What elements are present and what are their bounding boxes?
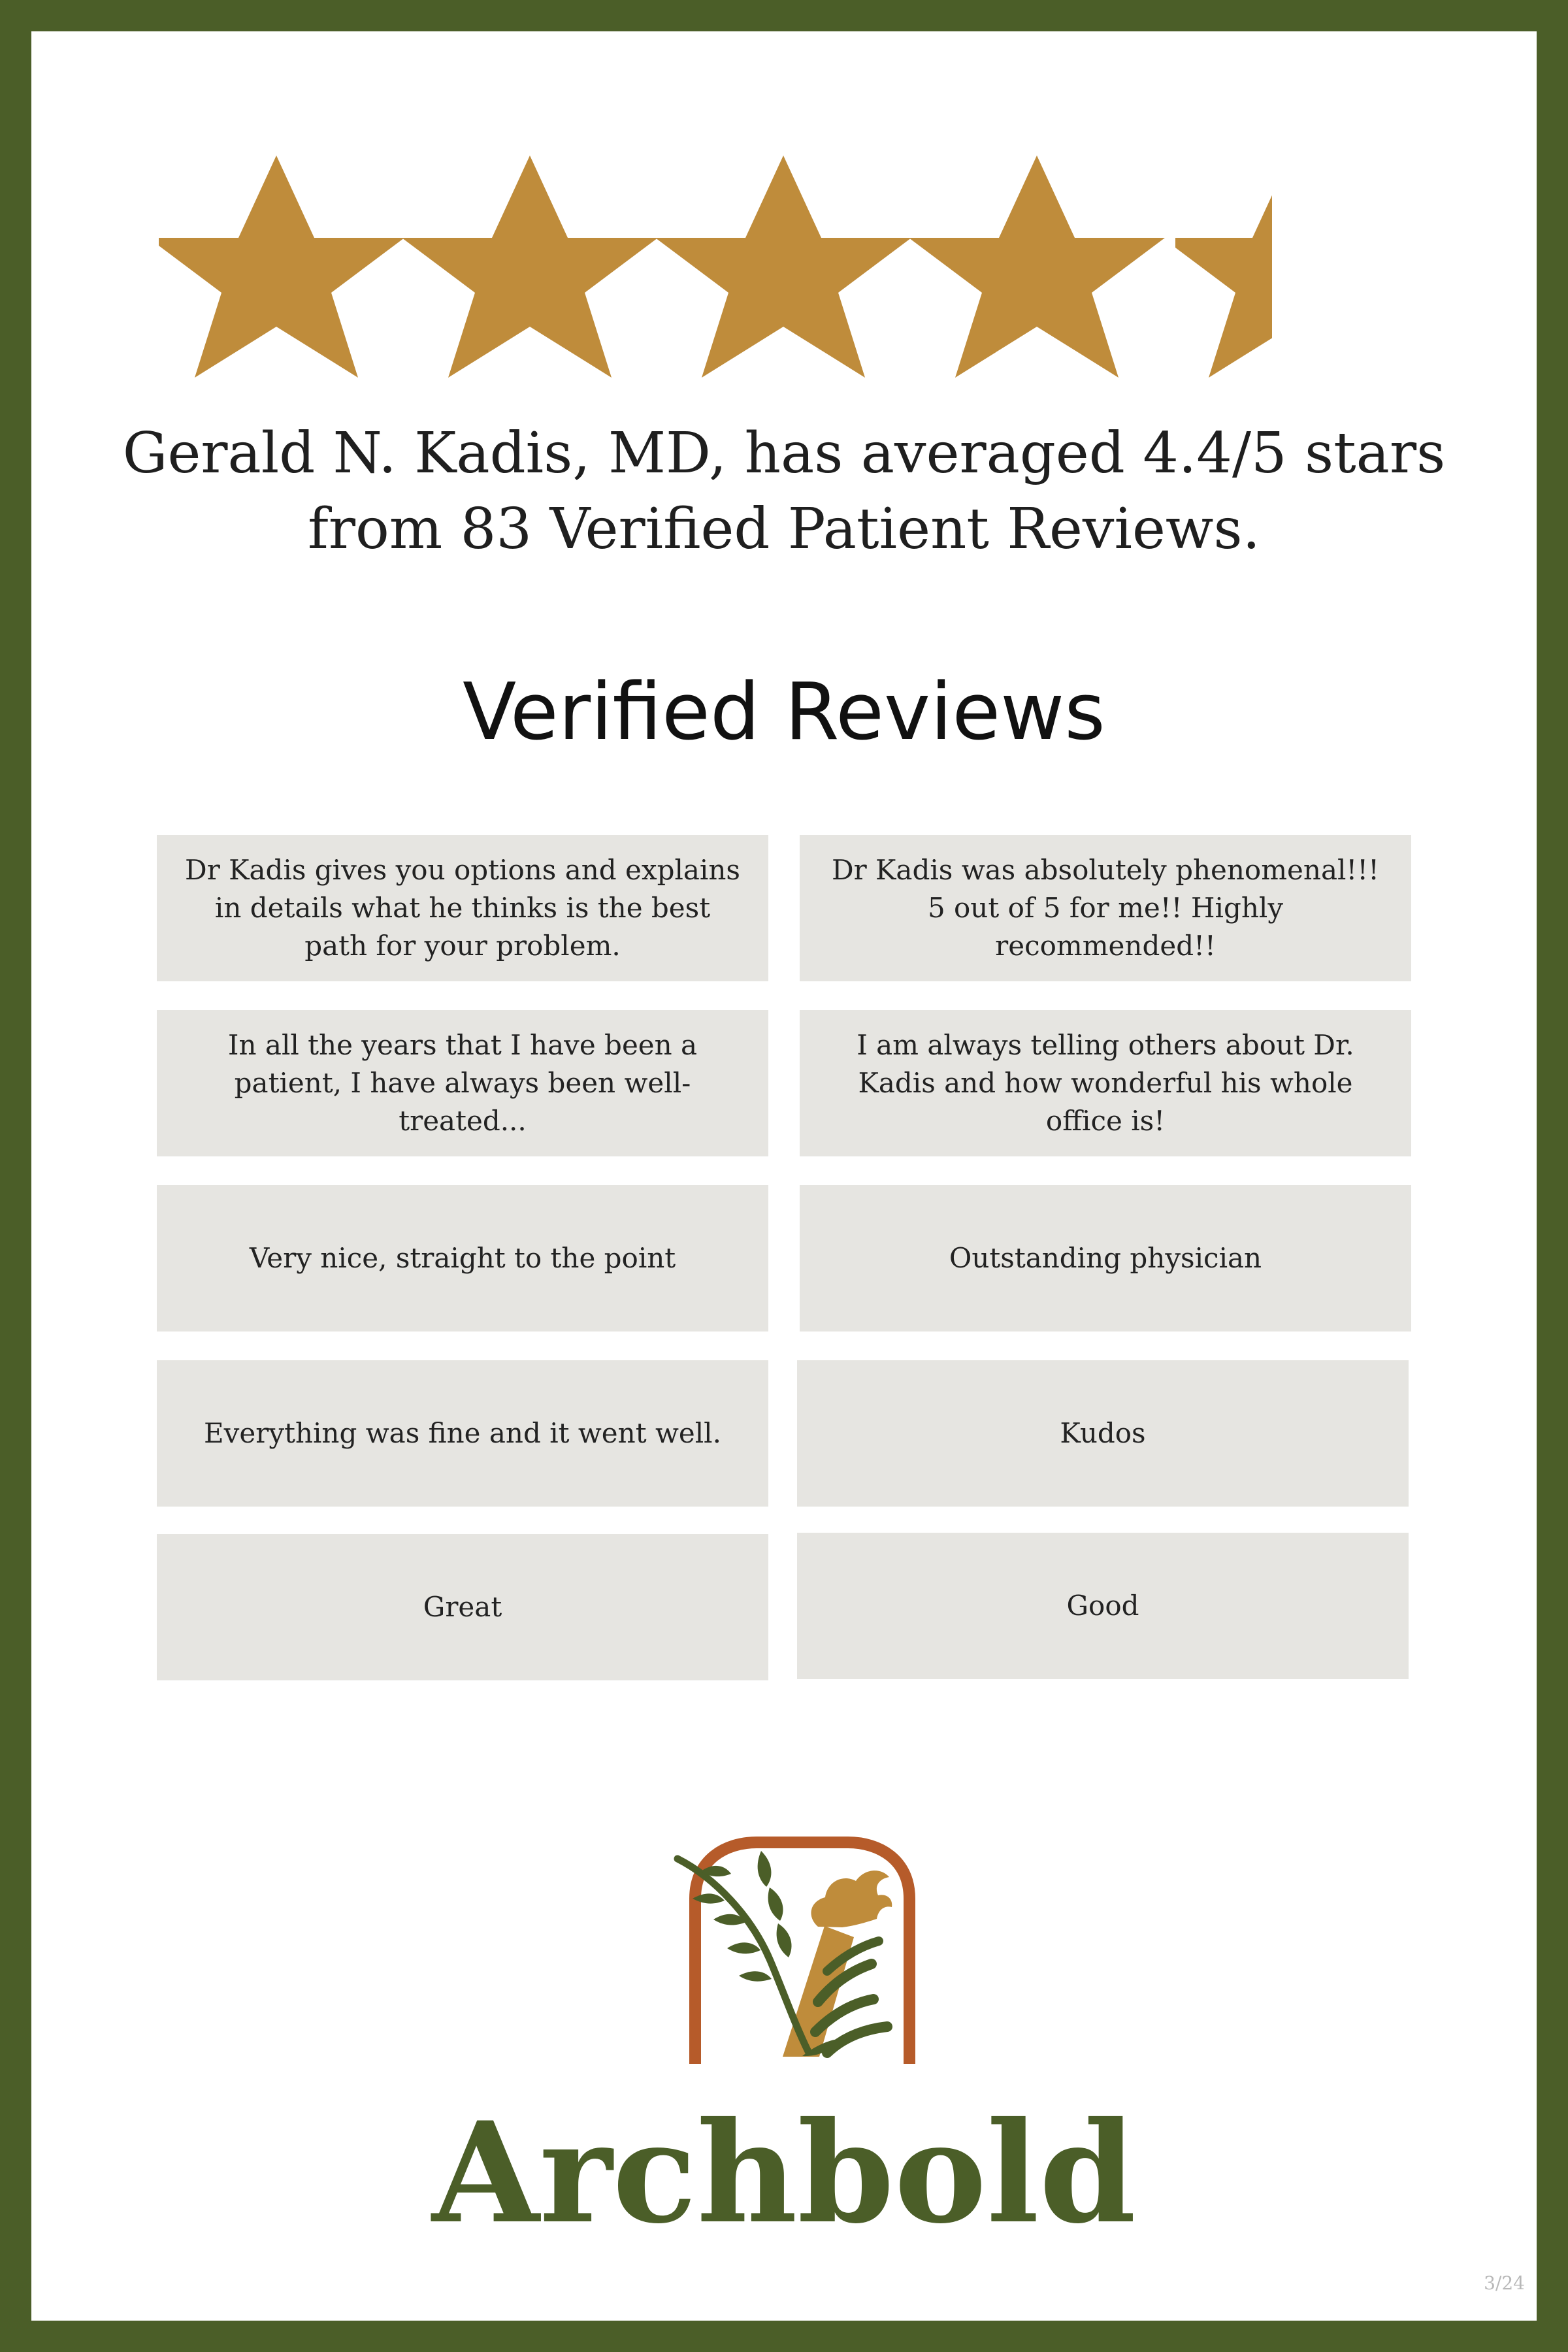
review-text: Outstanding physician: [949, 1242, 1262, 1274]
rating-summary-line-2: from 83 Verified Patient Reviews.: [308, 497, 1260, 562]
full-star-icon: [402, 155, 658, 378]
partial-star-icon: [1162, 155, 1322, 378]
review-text: Dr Kadis gives you options and explains in details what he thinks is the best path for your problem.: [185, 854, 740, 962]
review-card-1: [157, 835, 768, 981]
rating-summary-line-1: Gerald N. Kadis, MD, has averaged 4.4/5 stars: [122, 421, 1446, 486]
full-star-icon: [655, 155, 911, 378]
review-page: [31, 31, 1537, 2321]
review-text: Dr Kadis was absolutely phenomenal!!! 5 out of 5 for me!! Highly recommended!!: [831, 854, 1380, 962]
review-card-7: [157, 1360, 768, 1507]
review-card-2: [800, 835, 1411, 981]
review-card-3: [157, 1010, 768, 1156]
review-card-5: [157, 1185, 768, 1331]
review-text: I am always telling others about Dr. Kadis and how wonderful his whole office is!: [857, 1029, 1354, 1137]
star-rating: [159, 155, 1322, 417]
archbold-torch-arch-logo-icon: [659, 1808, 946, 2096]
review-text: Kudos: [1060, 1417, 1146, 1449]
section-title: Verified Reviews: [463, 667, 1105, 758]
review-text: Very nice, straight to the point: [249, 1242, 676, 1274]
review-card-8: [797, 1360, 1409, 1507]
review-text: Great: [423, 1591, 502, 1623]
review-card-9: [157, 1534, 768, 1680]
review-card-10: [797, 1533, 1409, 1679]
brand-name: Archbold: [432, 2091, 1136, 2254]
review-text: In all the years that I have been a patient, I have always been well-treated...: [227, 1029, 698, 1137]
review-text: Good: [1066, 1590, 1139, 1622]
full-star-icon: [159, 155, 404, 378]
review-card-6: [800, 1185, 1411, 1331]
review-card-4: [800, 1010, 1411, 1156]
full-star-icon: [909, 155, 1165, 378]
rating-summary: [97, 416, 1471, 567]
page-number: 3/24: [1484, 2272, 1525, 2294]
review-text: Everything was fine and it went well.: [204, 1417, 721, 1449]
